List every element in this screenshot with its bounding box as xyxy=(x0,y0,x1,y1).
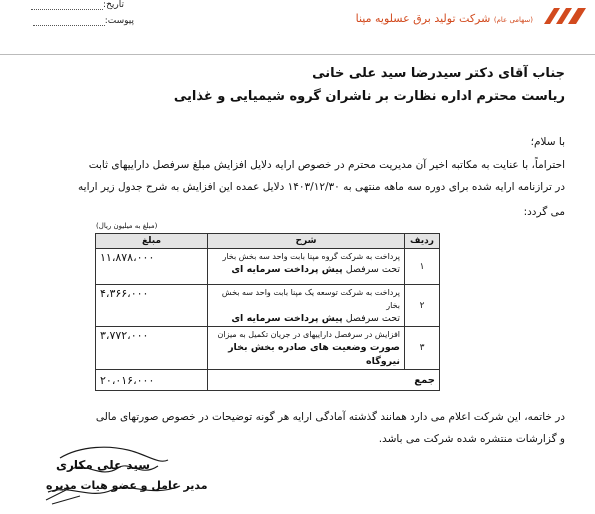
body-line-2: در ترازنامه ارایه شده برای دوره سه ماهه منتهی به ۱۴۰۳/۱۲/۳۰ دلایل عمده این افزایش به شرح جدول زیر ارایه xyxy=(78,181,565,193)
company-logo xyxy=(540,4,590,26)
recipient-name: جناب آقای دکتر سیدرضا سید علی خانی xyxy=(312,66,565,81)
body-line-1: احتراماً، با عنایت به مکاتبه اخیر آن مدیریت محترم در خصوص ارایه دلایل افزایش مبلغ سرفصل داراییهای ثابت xyxy=(88,159,565,171)
header-description: شرح xyxy=(208,234,405,249)
row-desc-bold: پیش پرداخت سرمایه ای xyxy=(231,313,343,324)
recipient-title: ریاست محترم اداره نظارت بر ناشران گروه شیمیایی و غذایی xyxy=(173,89,565,104)
date-label: تاریخ: xyxy=(103,0,124,10)
row-desc-line-1: افزایش در سرفصل داراییهای در جریان تکمیل به میزان xyxy=(217,330,400,339)
header-divider xyxy=(0,54,595,55)
row-description xyxy=(208,327,405,370)
total-label: جمع xyxy=(208,370,440,391)
signature-scribble xyxy=(40,440,190,510)
row-amount: ۴،۳۶۶،۰۰۰ xyxy=(96,285,208,327)
greeting: با سلام؛ xyxy=(530,136,565,148)
company-name-text: شرکت تولید برق عسلویه مپنا xyxy=(355,12,491,25)
row-desc-line-1: پرداخت به شرکت توسعه یک مپنا بابت واحد سه بخش بخار xyxy=(221,288,400,310)
table-total-row xyxy=(96,370,440,391)
row-number: ۲ xyxy=(405,285,440,327)
total-amount: ۲۰،۰۱۶،۰۰۰ xyxy=(96,370,208,391)
attachment-field xyxy=(4,16,134,26)
header-amount: مبلغ xyxy=(96,234,208,249)
date-dotline xyxy=(31,9,103,10)
closing-line-2: و گزارشات منتشره شده شرکت می باشد. xyxy=(378,433,565,445)
unit-note: (مبلغ به میلیون ریال) xyxy=(96,222,158,230)
row-desc-bold: پیش پرداخت سرمایه ای xyxy=(231,264,343,275)
company-name xyxy=(356,12,533,25)
row-amount: ۳،۷۷۲،۰۰۰ xyxy=(96,327,208,370)
table-row xyxy=(96,285,440,327)
row-number: ۱ xyxy=(405,249,440,285)
row-desc-bold: صورت وضعیت های صادره بخش بخار نیروگاه xyxy=(228,342,400,367)
date-field xyxy=(4,0,124,10)
signer-title: مدیر عامل و عضو هیات مدیره xyxy=(46,479,208,492)
table-row xyxy=(96,249,440,285)
closing-line-1: در خاتمه، این شرکت اعلام می دارد همانند گذشته آمادگی ارایه هر گونه توضیحات در خصوص صورتهای مالی xyxy=(95,411,565,423)
attachment-label: پیوست: xyxy=(104,16,134,26)
row-description xyxy=(208,285,405,327)
body-line-3: می گردد: xyxy=(523,206,565,218)
row-desc-line-1: پرداخت به شرکت گروه مپنا بابت واحد سه بخش بخار xyxy=(222,252,400,261)
row-amount: ۱۱،۸۷۸،۰۰۰ xyxy=(96,249,208,285)
company-type: (سهامی عام) xyxy=(493,16,533,24)
row-description xyxy=(208,249,405,285)
table-header-row xyxy=(96,234,440,249)
row-desc-prefix: تحت سرفصل xyxy=(345,264,400,275)
signer-name: سید علی مکاری xyxy=(56,458,151,472)
row-number: ۳ xyxy=(405,327,440,370)
cost-table xyxy=(95,233,440,391)
header-row-number: ردیف xyxy=(405,234,440,249)
row-desc-prefix: تحت سرفصل xyxy=(345,313,400,324)
attachment-dotline xyxy=(33,25,105,26)
table-row xyxy=(96,327,440,370)
